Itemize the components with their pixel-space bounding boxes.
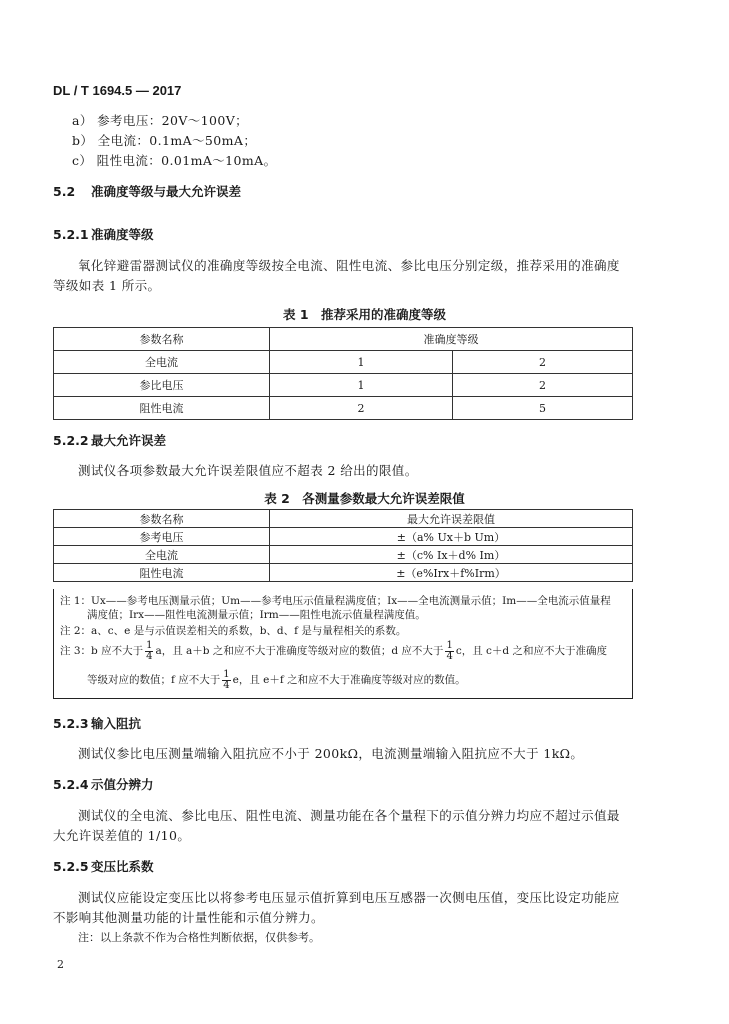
table-row	[54, 528, 633, 546]
table-header-cell: 参数名称	[54, 510, 270, 528]
table1-caption: 表 1 推荐采用的准确度等级	[282, 307, 447, 322]
table-cell: 阻性电流	[54, 564, 270, 582]
section-5-2-1	[53, 225, 154, 243]
fraction-one-quarter	[445, 641, 453, 662]
table-cell: ±（a% Ux＋b Um）	[270, 528, 633, 546]
section-5-2-4	[53, 775, 154, 793]
table-cell: 全电流	[54, 351, 270, 374]
table2-note-2: 注 2：a、c、e 是与示值误差相关的系数，b、d、f 是与量程相关的系数。	[60, 625, 407, 637]
section-number: 5.2.3	[53, 716, 89, 731]
table-row	[54, 546, 633, 564]
table-cell: 参比电压	[54, 374, 270, 397]
section-title: 准确度等级与最大允许误差	[91, 184, 242, 199]
paragraph-5-2-3: 测试仪参比电压测量端输入阻抗应不小于 200kΩ，电流测量端输入阻抗应不大于 1kΩ。	[78, 746, 584, 761]
section-number: 5.2.2	[53, 433, 89, 448]
table-cell: 2	[270, 397, 453, 420]
range-item-b: b） 全电流：0.1mA～50mA；	[72, 133, 257, 148]
table-header-cell: 参数名称	[54, 328, 270, 351]
table-row	[54, 397, 633, 420]
table-header-cell: 准确度等级	[270, 328, 633, 351]
table-row	[54, 374, 633, 397]
table-cell: 5	[453, 397, 633, 420]
table-header-cell: 最大允许误差限值	[270, 510, 633, 528]
document-code: DL / T 1694.5 — 2017	[53, 83, 182, 98]
section-5-2-3	[53, 714, 141, 732]
fraction-denominator: 4	[223, 679, 230, 691]
note-text: 等级对应的数值；f 应不大于	[87, 674, 221, 686]
section-5-2	[53, 182, 241, 200]
section-title: 输入阻抗	[91, 716, 142, 731]
fraction-numerator: 1	[223, 668, 230, 680]
note-text: c，且 c＋d 之和应不大于准确度	[455, 645, 607, 657]
section-number: 5.2.1	[53, 227, 89, 242]
section-5-2-5	[53, 857, 154, 875]
section-number: 5.2.4	[53, 777, 89, 792]
page-number: 2	[57, 958, 64, 971]
table2-note-3-line2	[87, 668, 466, 692]
paragraph-5-2-2: 测试仪各项参数最大允许误差限值应不超表 2 给出的限值。	[78, 463, 418, 478]
paragraph-5-2-1-line2: 等级如表 1 所示。	[53, 278, 161, 293]
table2-note-3-line1	[60, 639, 607, 663]
range-item-c: c） 阻性电流：0.01mA～10mA。	[72, 153, 277, 168]
paragraph-5-2-4-line2: 大允许误差值的 1/10。	[53, 828, 191, 843]
paragraph-5-2-5-line1: 测试仪应能设定变压比以将参考电压显示值折算到电压互感器一次侧电压值，变压比设定功能应	[78, 890, 620, 905]
fraction-one-quarter	[222, 670, 230, 691]
table-cell: ±（c% Ix＋d% Im）	[270, 546, 633, 564]
table-cell: 1	[270, 351, 453, 374]
table2-note-1-line1: 注 1：Ux——参考电压测量示值；Um——参考电压示值量程满度值；Ix——全电流测量示值；Im——全电流示值量程	[60, 595, 611, 607]
note-text: 注 3：b 应不大于	[60, 645, 144, 657]
final-note: 注：以上条款不作为合格性判断依据，仅供参考。	[78, 931, 320, 944]
note-text: e，且 e＋f 之和应不大于准确度等级对应的数值。	[232, 674, 466, 686]
table-cell: 2	[453, 374, 633, 397]
table-cell: 参考电压	[54, 528, 270, 546]
paragraph-5-2-5-line2: 不影响其他测量功能的计量性能和示值分辨力。	[53, 910, 324, 925]
table-cell: 全电流	[54, 546, 270, 564]
fraction-denominator: 4	[446, 650, 453, 662]
table-row	[54, 351, 633, 374]
section-title: 最大允许误差	[91, 433, 167, 448]
section-title: 变压比系数	[91, 859, 154, 874]
paragraph-5-2-1-line1: 氧化锌避雷器测试仪的准确度等级按全电流、阻性电流、参比电压分别定级，推荐采用的准确度	[78, 258, 620, 273]
table-cell: 2	[453, 351, 633, 374]
table2-note-1-line2: 满度值；Irx——阻性电流测量示值；Irm——阻性电流示值量程满度值。	[87, 609, 426, 621]
section-number: 5.2	[53, 184, 76, 199]
section-title: 准确度等级	[91, 227, 154, 242]
table-cell: 阻性电流	[54, 397, 270, 420]
fraction-one-quarter	[145, 641, 153, 662]
table-row	[54, 510, 633, 528]
fraction-numerator: 1	[146, 639, 153, 651]
fraction-denominator: 4	[146, 650, 153, 662]
table2-caption: 表 2 各测量参数最大允许误差限值	[264, 491, 465, 506]
section-5-2-2	[53, 431, 166, 449]
section-number: 5.2.5	[53, 859, 89, 874]
table-cell: ±（e%Irx＋f%Irm）	[270, 564, 633, 582]
table-cell: 1	[270, 374, 453, 397]
fraction-numerator: 1	[446, 639, 453, 651]
table1	[53, 327, 633, 420]
section-title: 示值分辨力	[91, 777, 154, 792]
paragraph-5-2-4-line1: 测试仪的全电流、参比电压、阻性电流、测量功能在各个量程下的示值分辨力均应不超过示值最	[78, 808, 620, 823]
note-text: a，且 a＋b 之和应不大于准确度等级对应的数值；d 应不大于	[155, 645, 444, 657]
table2	[53, 509, 633, 582]
range-item-a: a） 参考电压：20V～100V；	[72, 113, 249, 128]
table-row	[54, 328, 633, 351]
table-row	[54, 564, 633, 582]
